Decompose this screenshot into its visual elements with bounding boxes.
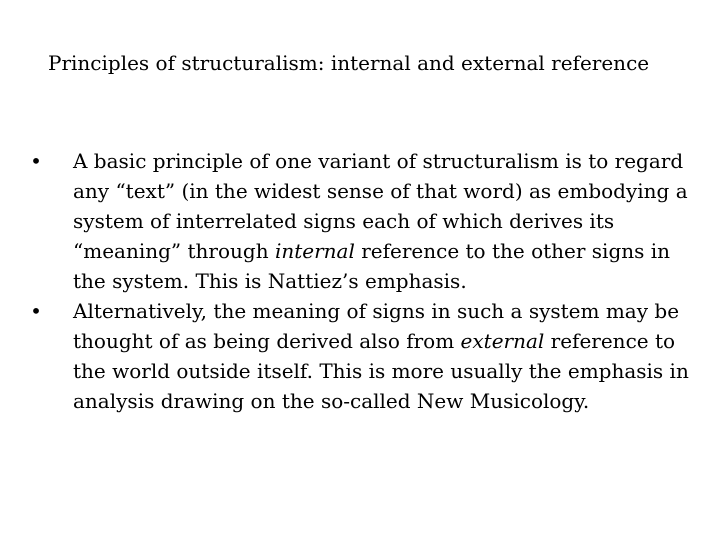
bullet-emphasis: external: [460, 329, 545, 353]
bullet-text-after: reference to the other signs in the system. This is Nattiez’s emphasis.: [73, 239, 671, 293]
bullet-icon: •: [30, 149, 42, 173]
bullet-item-internal-reference: [28, 146, 696, 296]
bullet-text-before: Alternatively, the meaning of signs in such a system may be thought of as being derived also from: [73, 299, 680, 353]
bullet-icon: •: [30, 299, 42, 323]
bullet-text-before: A basic principle of one variant of structuralism is to regard any “text” (in the widest sense of that word) as embodying a system of interrelated signs each of which derives its “meaning” through: [73, 149, 688, 263]
bullet-text-after: reference to the world outside itself. This is more usually the emphasis in analysis drawing on the so-called New Musicology.: [73, 329, 689, 413]
bullet-emphasis: internal: [274, 239, 355, 263]
bullet-item-external-reference: [28, 296, 696, 416]
slide-title: Principles of structuralism: internal and external reference: [48, 51, 650, 75]
bullet-list: [28, 146, 696, 416]
